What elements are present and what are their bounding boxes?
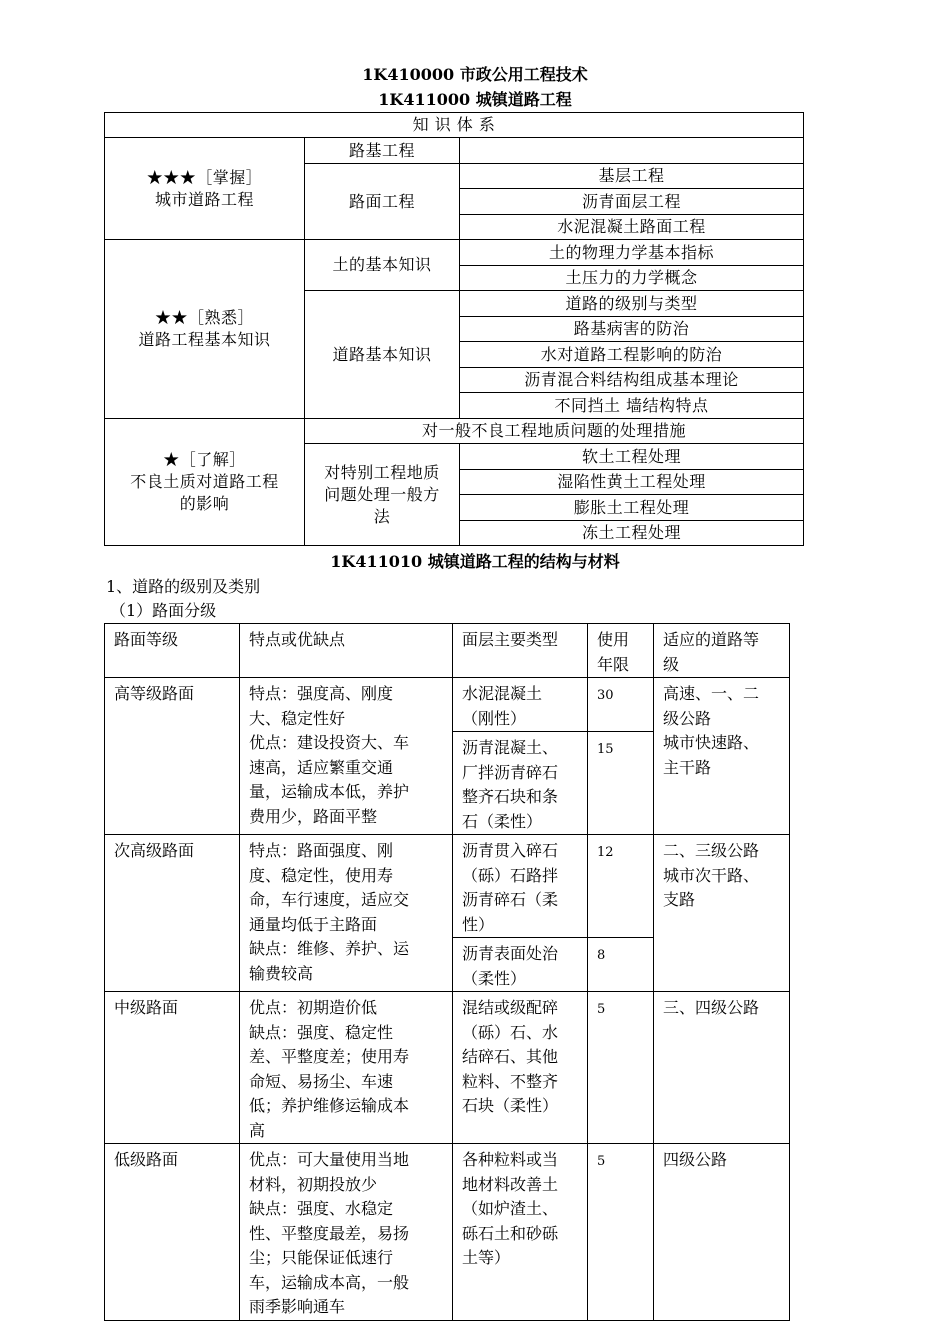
surface-type [453, 1144, 588, 1321]
level-familiar: ★★［熟悉］ [154, 308, 254, 327]
section-title: 1K411010 城镇道路工程的结构与材料 [330, 552, 620, 571]
header-surface-type: 面层主要类型 [453, 624, 588, 678]
header-grade: 路面等级 [105, 624, 240, 678]
grade-features [240, 678, 453, 835]
text-line: 土等） [462, 1248, 511, 1267]
text-line: 主干路 [663, 757, 712, 777]
topic-general-geology: 对一般不良工程地质问题的处理措施 [305, 419, 804, 444]
road-class [654, 1144, 790, 1321]
pavement-grade-table [104, 623, 790, 1321]
service-life: 5 [588, 992, 654, 1144]
text-line: 优点：建设投资大、车 [249, 733, 410, 752]
topic-line: 对特别工程地质 [324, 462, 440, 482]
text-line: 地材料改善土 [462, 1174, 559, 1194]
group-name: 道路工程基本知识 [138, 330, 271, 349]
topic-line: 问题处理一般方 [324, 484, 440, 504]
topic-pavement: 路面工程 [305, 164, 460, 240]
subtopic: 沥青混合料结构组成基本理论 [460, 368, 804, 393]
group-master [105, 138, 305, 240]
text-line: 粒料、不整齐 [462, 1071, 559, 1091]
paragraph-heading: 1、道路的级别及类别 [106, 577, 261, 596]
text-line: 优点：初期造价低 [249, 998, 378, 1017]
service-life: 8 [588, 938, 654, 992]
group-name: 不良土质对道路工程 [130, 472, 279, 491]
text-line: 尘；只能保证低速行 [249, 1248, 394, 1267]
text-line: 支路 [663, 890, 696, 909]
knowledge-header: 知 识 体 系 [105, 113, 804, 138]
grade-name: 中级路面 [105, 992, 240, 1144]
text-line: 石块（柔性） [462, 1096, 559, 1115]
subtopic: 膨胀土工程处理 [460, 495, 804, 521]
text-line: 低；养护维修运输成本 [249, 1096, 410, 1115]
subtopic: 道路的级别与类型 [460, 291, 804, 317]
text-line: 费用少，路面平整 [249, 806, 378, 826]
group-name: 的影响 [179, 494, 230, 513]
grade-name: 低级路面 [105, 1144, 240, 1321]
paragraph-subheading: （1）路面分级 [110, 601, 217, 620]
text-line: 缺点：维修、养护、运 [249, 939, 410, 958]
text-line: 命短、易扬尘、车速 [249, 1071, 394, 1091]
text-line: 水泥混凝土 [462, 684, 543, 703]
surface-type [453, 732, 588, 835]
subtopic: 路基病害的防治 [460, 317, 804, 342]
text-line: 高速、一、二 [663, 684, 760, 703]
text-line: 各种粒料或当 [462, 1150, 559, 1169]
text-line: 砾石土和砂砾 [462, 1223, 559, 1243]
text-line: 混结或级配碎 [462, 998, 559, 1017]
text-line: 城市次干路、 [663, 865, 760, 885]
text-line: 速高，适应繁重交通 [249, 757, 394, 777]
subtopic: 冻土工程处理 [460, 521, 804, 546]
header-service-life [588, 624, 654, 678]
text-line: （如炉渣土、 [462, 1199, 559, 1218]
topic-road-basics: 道路基本知识 [305, 291, 460, 419]
text-line: 缺点：强度、水稳定 [249, 1199, 394, 1218]
text-line: 高 [249, 1120, 266, 1140]
text-line: 车，运输成本高，一般 [249, 1272, 410, 1292]
group-understand [105, 419, 305, 546]
service-life: 12 [588, 835, 654, 938]
text-line: 性） [462, 914, 495, 934]
text-line: 结碎石、其他 [462, 1047, 559, 1066]
text-line: 三、四级公路 [663, 998, 760, 1017]
subtopic: 软土工程处理 [460, 444, 804, 470]
grade-features [240, 992, 453, 1144]
text-line: （砾）石、水 [462, 1022, 559, 1042]
subtopic: 基层工程 [460, 164, 804, 189]
chapter-title: 1K411000 城镇道路工程 [378, 90, 572, 109]
text-line: 优点：可大量使用当地 [249, 1150, 410, 1169]
text-line: 性、平整度最差，易扬 [249, 1223, 410, 1243]
header-line: 年限 [597, 654, 630, 674]
grade-name: 高等级路面 [105, 678, 240, 835]
level-master: ★★★［掌握］ [146, 167, 263, 187]
grade-features [240, 835, 453, 992]
text-line: 差、平整度差；使用寿 [249, 1047, 410, 1066]
text-line: 二、三级公路 [663, 841, 760, 860]
subtopic: 沥青面层工程 [460, 189, 804, 215]
text-line: 城市快速路、 [663, 733, 760, 752]
surface-type [453, 992, 588, 1144]
subtopic: 土压力的力学概念 [460, 266, 804, 291]
service-life: 15 [588, 732, 654, 835]
service-life: 30 [588, 678, 654, 732]
surface-type [453, 938, 588, 992]
text-line: 沥青混凝土、 [462, 738, 559, 757]
text-line: 石（柔性） [462, 811, 543, 831]
subtopic: 土的物理力学基本指标 [460, 240, 804, 266]
text-line: 沥青表面处治 [462, 944, 559, 963]
topic-line: 法 [373, 506, 391, 526]
header-road-class [654, 624, 790, 678]
subtopic: 水泥混凝土路面工程 [460, 215, 804, 240]
header-line: 级 [663, 654, 680, 674]
text-line: 材料，初期投放少 [249, 1174, 378, 1194]
topic-special-geology [305, 444, 460, 546]
service-life: 5 [588, 1144, 654, 1321]
header-features: 特点或优缺点 [240, 624, 453, 678]
group-name: 城市道路工程 [154, 189, 254, 209]
text-line: 整齐石块和条 [462, 787, 559, 806]
group-familiar [105, 240, 305, 419]
text-line: （柔性） [462, 968, 527, 988]
road-class [654, 992, 790, 1144]
text-line: 雨季影响通车 [249, 1297, 346, 1316]
surface-type [453, 835, 588, 938]
text-line: 沥青碎石（柔 [462, 890, 559, 909]
subtopic: 不同挡土 墙结构特点 [460, 393, 804, 419]
knowledge-system-table [104, 112, 804, 546]
text-line: （刚性） [462, 708, 527, 728]
subtopic: 湿陷性黄土工程处理 [460, 470, 804, 495]
road-class [654, 678, 790, 835]
text-line: 量，运输成本低，养护 [249, 782, 410, 801]
text-line: 命，车行速度，适应交 [249, 890, 410, 909]
text-line: 特点：路面强度、刚 [249, 841, 394, 860]
topic-soil: 土的基本知识 [305, 240, 460, 291]
text-line: 缺点：强度、稳定性 [249, 1022, 394, 1042]
grade-features [240, 1144, 453, 1321]
text-line: 通量均低于主路面 [249, 914, 378, 934]
text-line: 度、稳定性，使用寿 [249, 865, 394, 885]
text-line: 沥青贯入碎石 [462, 841, 559, 860]
document-title: 1K410000 市政公用工程技术 [362, 65, 588, 84]
text-line: 厂拌沥青碎石 [462, 762, 559, 782]
level-understand: ★［了解］ [163, 450, 246, 469]
subtopic: 水对道路工程影响的防治 [460, 342, 804, 368]
topic-roadbed: 路基工程 [305, 138, 460, 164]
text-line: 大、稳定性好 [249, 708, 346, 728]
surface-type [453, 678, 588, 732]
text-line: 特点：强度高、刚度 [249, 684, 394, 703]
header-line: 适应的道路等 [663, 630, 760, 649]
text-line: 四级公路 [663, 1150, 728, 1169]
grade-name: 次高级路面 [105, 835, 240, 992]
text-line: 输费较高 [249, 963, 314, 983]
road-class [654, 835, 790, 992]
text-line: （砾）石路拌 [462, 865, 559, 885]
header-line: 使用 [597, 630, 630, 649]
text-line: 级公路 [663, 708, 712, 728]
empty-cell [460, 138, 804, 164]
